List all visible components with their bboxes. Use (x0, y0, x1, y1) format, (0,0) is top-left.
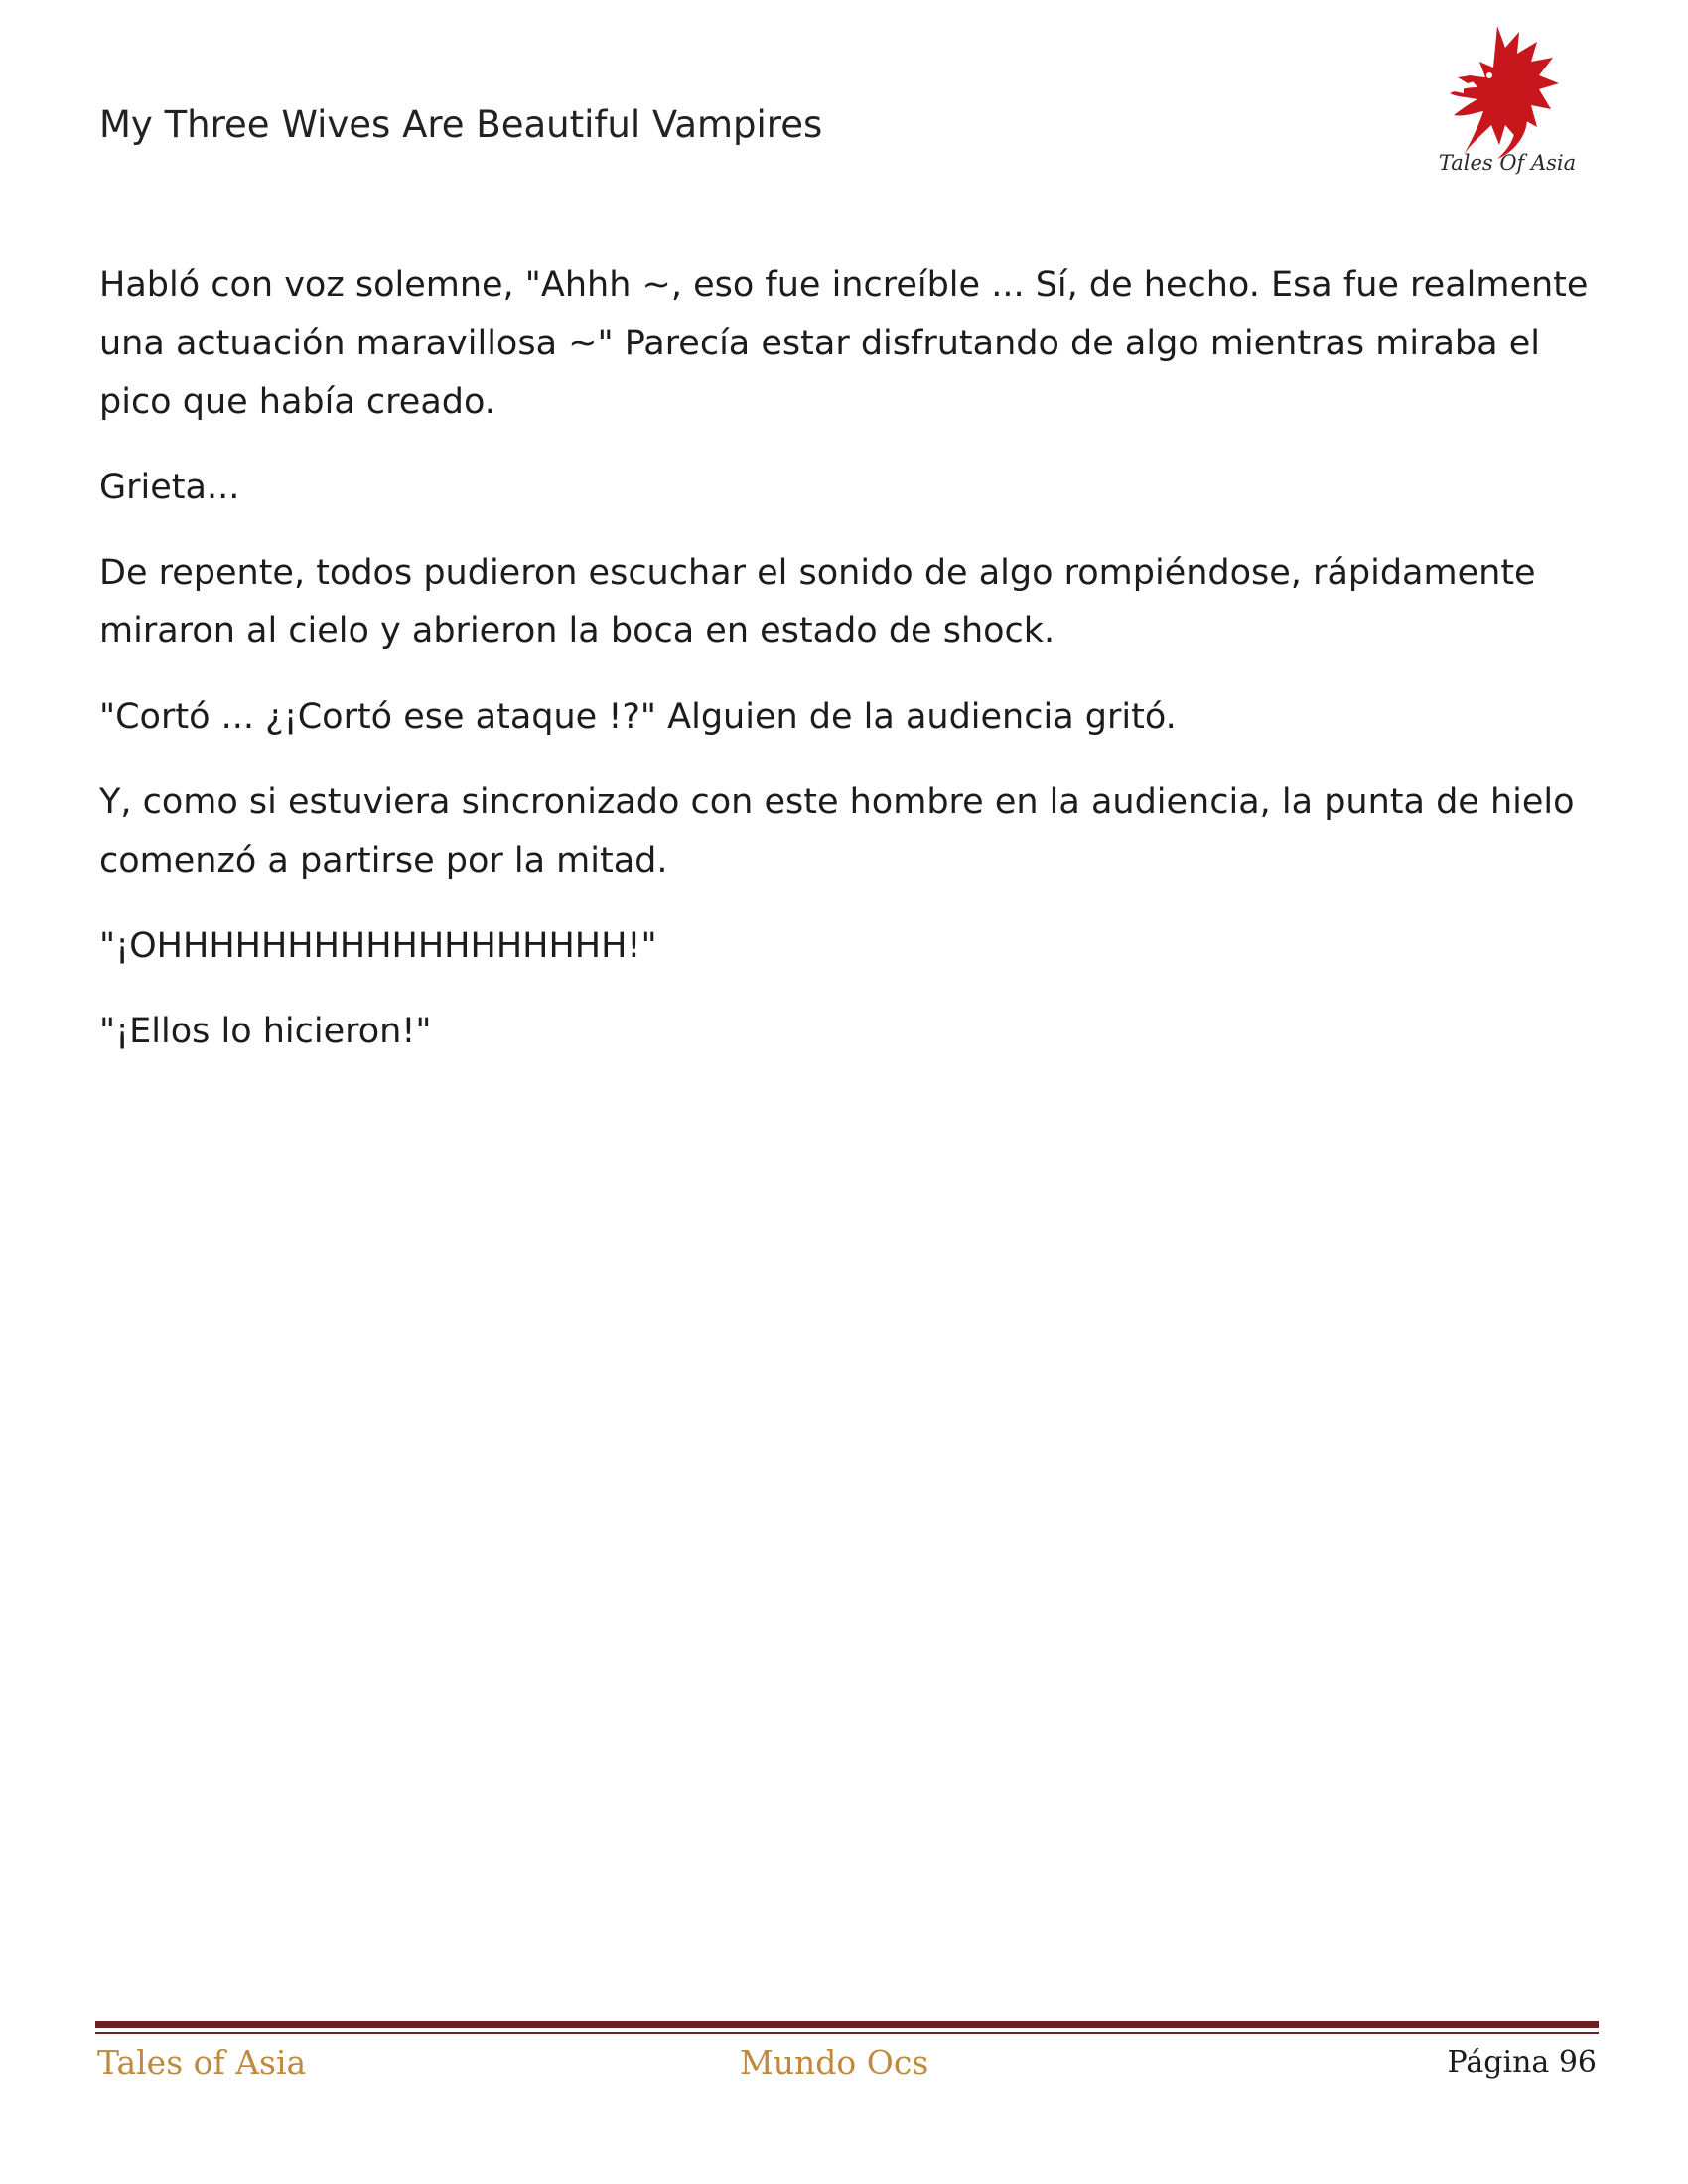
footer-translator: Mundo Ocs (740, 2043, 929, 2082)
paragraph-6: "¡OHHHHHHHHHHHHHHHHHH!" (99, 926, 657, 966)
footer-rule (95, 2021, 1599, 2028)
paragraph-7: "¡Ellos lo hicieron!" (99, 1012, 432, 1051)
footer-rule-thin (95, 2032, 1599, 2034)
paragraph-4: "Cortó ... ¿¡Cortó ese ataque !?" Alguien de la audiencia gritó. (99, 697, 1177, 737)
paragraph-2: Grieta... (99, 468, 240, 507)
document-header-title: My Three Wives Are Beautiful Vampires (99, 103, 823, 146)
paragraph-3: De repente, todos pudieron escuchar el sonido de algo rompiéndose, rápidamente miraron al cielo y abrieron la boca en estado de shock. (99, 553, 1536, 651)
paragraph-5: Y, como si estuviera sincronizado con este hombre en la audiencia, la punta de hielo comenzó a partirse por la mitad. (99, 782, 1575, 881)
footer-publisher: Tales of Asia (97, 2043, 307, 2082)
paragraph-1: Habló con voz solemne, "Ahhh ~, eso fue increíble ... Sí, de hecho. Esa fue realmente una actuación maravillosa ~" Parecía estar disfrutando de algo mientras miraba el pico que había creado. (99, 265, 1589, 422)
logo-text: Tales Of Asia (1438, 151, 1577, 175)
page-number: Página 96 (1447, 2045, 1597, 2080)
body-text (99, 256, 1589, 1088)
